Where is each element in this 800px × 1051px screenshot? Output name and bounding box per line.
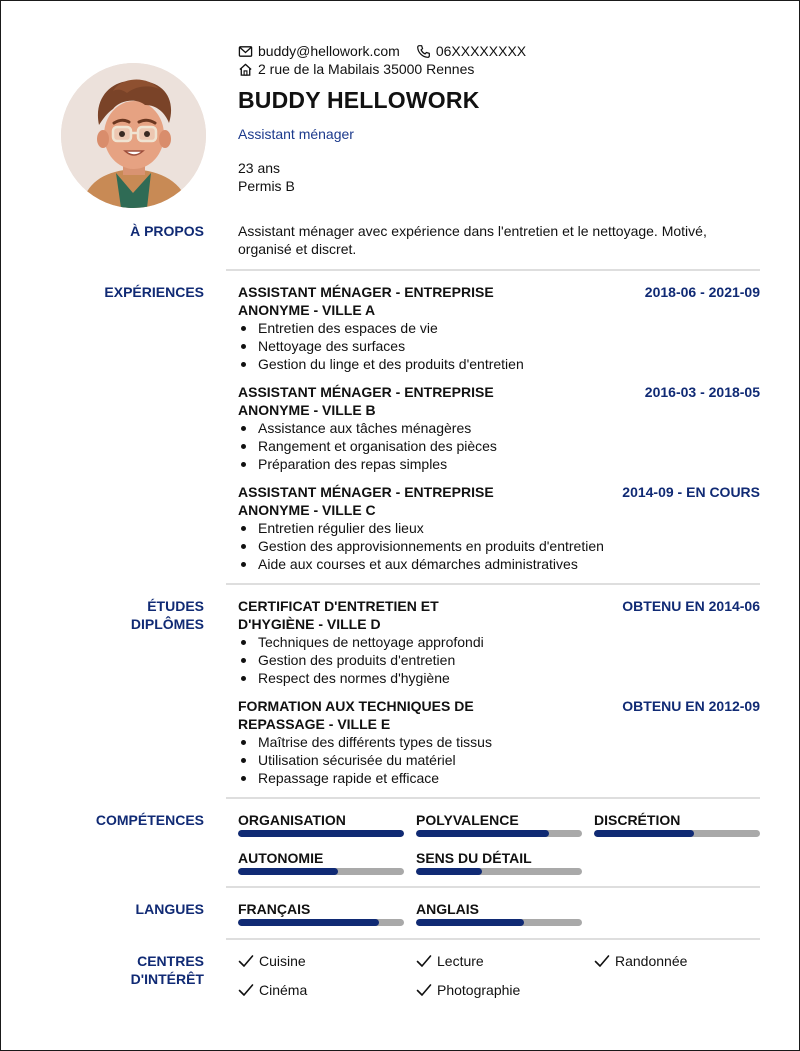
contact-info bbox=[238, 42, 542, 78]
section-label-experiences: EXPÉRIENCES bbox=[104, 284, 204, 300]
list-item: Préparation des repas simples bbox=[238, 455, 760, 473]
list-item: Maîtrise des différents types de tissus bbox=[238, 733, 760, 751]
skill-fill bbox=[238, 868, 338, 875]
skill-bar bbox=[238, 868, 404, 875]
skill-fill bbox=[238, 830, 404, 837]
language-fill bbox=[238, 919, 379, 926]
list-item: Gestion des produits d'entretien bbox=[238, 651, 760, 669]
interest-label: Photographie bbox=[437, 982, 521, 998]
section-label-education-line1: ÉTUDES bbox=[147, 598, 204, 614]
address-item bbox=[238, 60, 474, 78]
check-icon bbox=[416, 983, 432, 997]
phone-icon bbox=[416, 44, 431, 59]
list-item: Aide aux courses et aux démarches administratives bbox=[238, 555, 760, 573]
interest-label: Lecture bbox=[437, 953, 484, 969]
bullet-list bbox=[238, 319, 760, 373]
list-item: Techniques de nettoyage approfondi bbox=[238, 633, 760, 651]
language-name: FRANÇAIS bbox=[238, 901, 311, 917]
email-item[interactable] bbox=[238, 42, 400, 60]
skill-fill bbox=[416, 868, 482, 875]
experience-entry bbox=[238, 383, 760, 473]
entry-title: ASSISTANT MÉNAGER - ENTREPRISE ANONYME - VILLE C bbox=[238, 484, 494, 518]
check-icon bbox=[594, 954, 610, 968]
home-icon bbox=[238, 62, 253, 77]
section-label-education-line2: DIPLÔMES bbox=[130, 616, 204, 632]
driving-license: Permis B bbox=[238, 178, 295, 194]
skill-name: DISCRÉTION bbox=[594, 812, 681, 828]
entry-date: OBTENU EN 2014-06 bbox=[622, 598, 760, 614]
job-title: Assistant ménager bbox=[238, 126, 354, 142]
section-label-interests-line1: CENTRES bbox=[137, 953, 204, 969]
entry-date: 2018-06 - 2021-09 bbox=[644, 284, 760, 300]
skill-discretion bbox=[594, 811, 760, 837]
bullet-list bbox=[238, 419, 760, 473]
list-item: Gestion du linge et des produits d'entretien bbox=[238, 355, 760, 373]
list-item: Respect des normes d'hygiène bbox=[238, 669, 760, 687]
entry-date: OBTENU EN 2012-09 bbox=[622, 698, 760, 714]
skill-name: SENS DU DÉTAIL bbox=[416, 850, 532, 866]
interest-item bbox=[238, 952, 306, 970]
divider bbox=[226, 583, 760, 585]
language-bar bbox=[238, 919, 404, 926]
avatar-illustration bbox=[61, 63, 206, 208]
envelope-icon bbox=[238, 44, 253, 59]
entry-title: ASSISTANT MÉNAGER - ENTREPRISE ANONYME - VILLE B bbox=[238, 384, 494, 418]
education-entry bbox=[238, 697, 760, 787]
section-label-languages: LANGUES bbox=[135, 901, 204, 917]
skill-name: AUTONOMIE bbox=[238, 850, 324, 866]
entry-date: 2014-09 - EN COURS bbox=[622, 484, 760, 500]
interest-label: Cuisine bbox=[259, 953, 306, 969]
entry-date: 2016-03 - 2018-05 bbox=[644, 384, 760, 400]
bullet-list bbox=[238, 633, 760, 687]
personal-info bbox=[238, 159, 295, 195]
list-item: Entretien régulier des lieux bbox=[238, 519, 760, 537]
divider bbox=[226, 886, 760, 888]
about-text: Assistant ménager avec expérience dans l'entretien et le nettoyage. Motivé, organisé et discret. bbox=[238, 223, 707, 257]
skill-fill bbox=[594, 830, 694, 837]
avatar bbox=[61, 63, 206, 208]
interest-item bbox=[594, 952, 687, 970]
list-item: Assistance aux tâches ménagères bbox=[238, 419, 760, 437]
list-item: Entretien des espaces de vie bbox=[238, 319, 760, 337]
list-item: Rangement et organisation des pièces bbox=[238, 437, 760, 455]
email-text[interactable]: buddy@hellowork.com bbox=[258, 43, 400, 59]
language-name: ANGLAIS bbox=[416, 901, 479, 917]
section-label-interests bbox=[131, 952, 204, 988]
list-item: Repassage rapide et efficace bbox=[238, 769, 760, 787]
language-francais bbox=[238, 900, 404, 926]
phone-text[interactable]: 06XXXXXXXX bbox=[435, 43, 527, 59]
skill-name: ORGANISATION bbox=[238, 812, 346, 828]
contact-row-top bbox=[238, 42, 542, 60]
entry-title: CERTIFICAT D'ENTRETIEN ET D'HYGIÈNE - VILLE D bbox=[238, 598, 439, 632]
check-icon bbox=[238, 954, 254, 968]
experience-entry bbox=[238, 283, 760, 373]
check-icon bbox=[416, 954, 432, 968]
language-fill bbox=[416, 919, 524, 926]
divider bbox=[226, 938, 760, 940]
experience-entry bbox=[238, 483, 760, 573]
skill-fill bbox=[416, 830, 549, 837]
section-label-about: À PROPOS bbox=[130, 223, 204, 239]
skill-autonomie bbox=[238, 849, 404, 875]
skill-bar bbox=[416, 830, 582, 837]
language-anglais bbox=[416, 900, 582, 926]
age: 23 ans bbox=[238, 160, 281, 176]
skill-organisation bbox=[238, 811, 404, 837]
language-bar bbox=[416, 919, 582, 926]
list-item: Gestion des approvisionnements en produits d'entretien bbox=[238, 537, 760, 555]
bullet-list bbox=[238, 733, 760, 787]
section-label-education bbox=[131, 597, 204, 633]
interest-item bbox=[238, 981, 307, 999]
divider bbox=[226, 269, 760, 271]
candidate-name: BUDDY HELLOWORK bbox=[238, 87, 480, 113]
interest-label: Randonnée bbox=[615, 953, 688, 969]
address-text: 2 rue de la Mabilais 35000 Rennes bbox=[258, 61, 475, 77]
interest-label: Cinéma bbox=[259, 982, 308, 998]
skill-sens-du-detail bbox=[416, 849, 582, 875]
skill-bar bbox=[416, 868, 582, 875]
phone-item[interactable] bbox=[416, 42, 526, 60]
entry-title: FORMATION AUX TECHNIQUES DE REPASSAGE - VILLE E bbox=[238, 698, 474, 732]
skill-name: POLYVALENCE bbox=[416, 812, 519, 828]
list-item: Utilisation sécurisée du matériel bbox=[238, 751, 760, 769]
interest-item bbox=[416, 981, 520, 999]
entry-title: ASSISTANT MÉNAGER - ENTREPRISE ANONYME - VILLE A bbox=[238, 284, 494, 318]
list-item: Nettoyage des surfaces bbox=[238, 337, 760, 355]
education-entry bbox=[238, 597, 760, 687]
divider bbox=[226, 797, 760, 799]
skill-polyvalence bbox=[416, 811, 582, 837]
section-label-skills: COMPÉTENCES bbox=[95, 812, 204, 828]
contact-row-bottom bbox=[238, 60, 542, 78]
interest-item bbox=[416, 952, 484, 970]
bullet-list bbox=[238, 519, 760, 573]
check-icon bbox=[238, 983, 254, 997]
skill-bar bbox=[238, 830, 404, 837]
section-label-interests-line2: D'INTÉRÊT bbox=[130, 971, 204, 987]
skill-bar bbox=[594, 830, 760, 837]
